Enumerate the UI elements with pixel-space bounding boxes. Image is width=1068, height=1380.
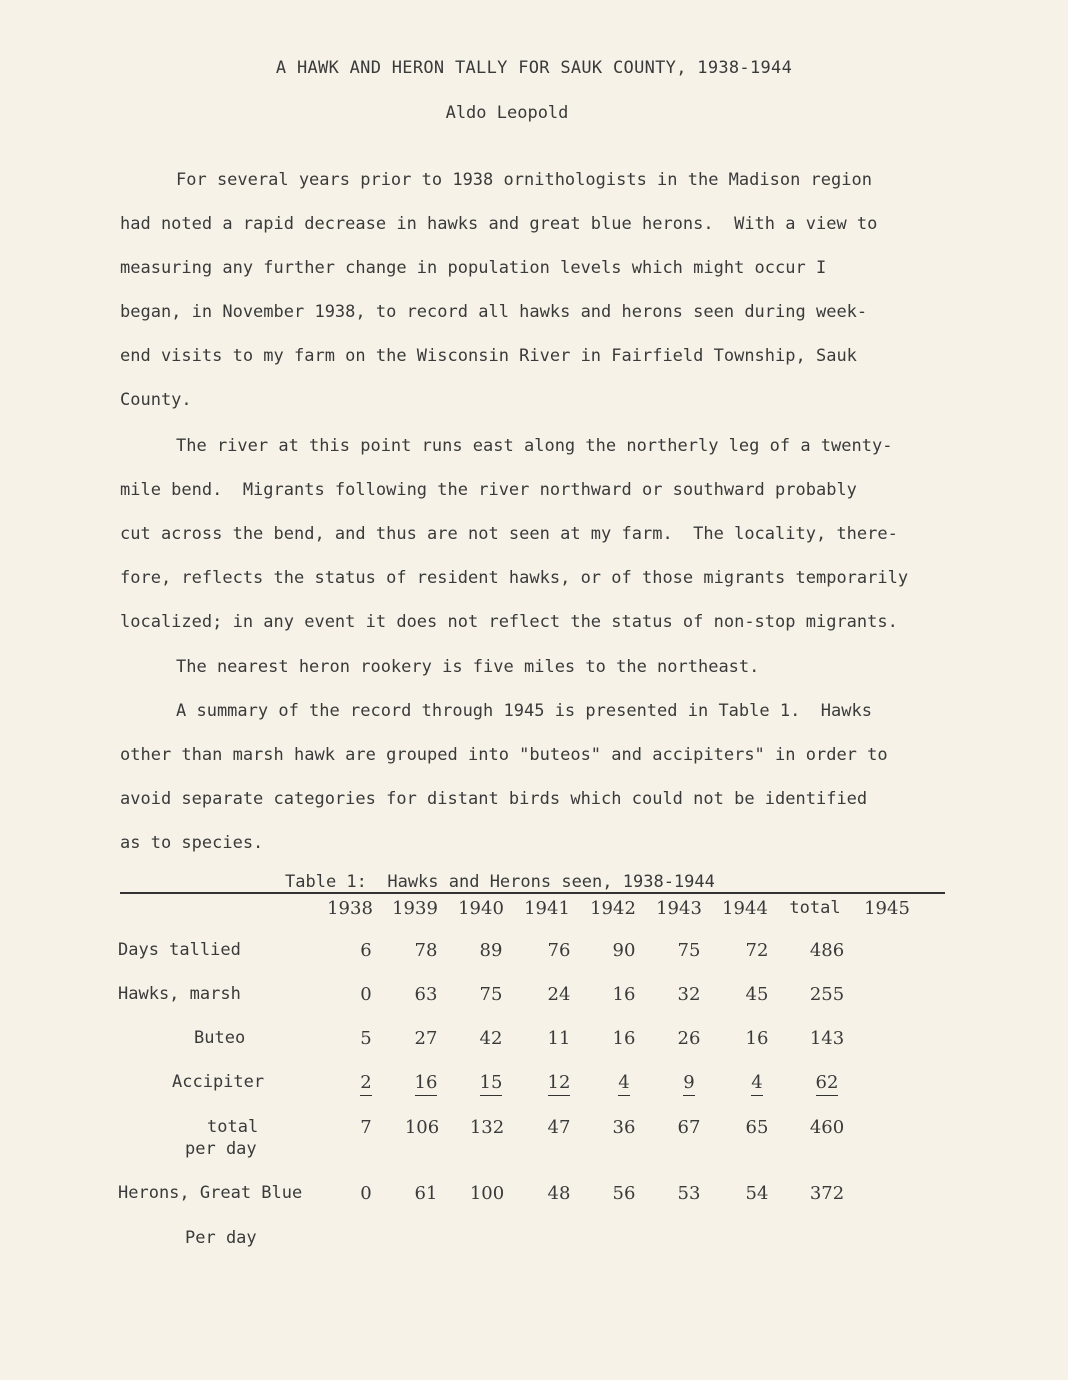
row-label-herons-per-day: Per day (185, 1228, 257, 1248)
row-label-per-day: per day (185, 1139, 257, 1159)
table-cell: 61 (414, 1183, 438, 1204)
table-cell: 63 (414, 984, 438, 1005)
table-cell: 27 (414, 1028, 438, 1049)
table-cell: 106 (404, 1117, 440, 1138)
paragraph-line: as to species. (120, 833, 264, 853)
paragraph-line: fore, reflects the status of resident hawks, or of those migrants temporarily (120, 568, 909, 588)
column-header-1940: 1940 (458, 898, 504, 919)
table-cell: 100 (469, 1183, 505, 1204)
table-cell: 76 (547, 940, 571, 961)
table-cell (394, 1072, 458, 1093)
table-cell: 75 (677, 940, 701, 961)
table-cell: 54 (745, 1183, 769, 1204)
table-cell: 65 (745, 1117, 769, 1138)
table-cell-value: 9 (683, 1072, 694, 1096)
table-cell-value: 4 (751, 1072, 762, 1096)
table-cell: 143 (809, 1028, 845, 1049)
row-label-hawks-marsh: Hawks, marsh (118, 984, 241, 1004)
table-cell: 90 (612, 940, 636, 961)
table-cell: 6 (360, 940, 372, 961)
paragraph-line: end visits to my farm on the Wisconsin River in Fairfield Township, Sauk (120, 346, 857, 366)
table-cell: 36 (612, 1117, 636, 1138)
document-author: Aldo Leopold (445, 103, 569, 123)
column-header-1938: 1938 (327, 898, 373, 919)
column-header-total: total (789, 898, 841, 918)
table-cell: 45 (745, 984, 769, 1005)
paragraph-line: County. (120, 390, 192, 410)
paragraph-line: mile bend. Migrants following the river northward or southward probably (120, 480, 857, 500)
table-cell-value: 16 (415, 1072, 438, 1096)
table-cell: 16 (612, 984, 636, 1005)
table-cell: 460 (809, 1117, 845, 1138)
paragraph-line: measuring any further change in population levels which might occur I (120, 258, 827, 278)
table-cell (795, 1072, 859, 1093)
row-label-total: total (207, 1117, 259, 1137)
paragraph-line: began, in November 1938, to record all hawks and herons seen during week- (120, 302, 868, 322)
table-cell: 16 (612, 1028, 636, 1049)
table-cell (527, 1072, 591, 1093)
table-top-rule (120, 892, 945, 894)
table-cell: 56 (612, 1183, 636, 1204)
paragraph-line: The river at this point runs east along the northerly leg of a twenty- (176, 436, 893, 456)
table-cell (459, 1072, 523, 1093)
column-header-1945: 1945 (864, 898, 910, 919)
table-cell: 72 (745, 940, 769, 961)
table-cell: 42 (479, 1028, 503, 1049)
table-cell: 255 (809, 984, 845, 1005)
paragraph-line: The nearest heron rookery is five miles to the northeast. (176, 657, 760, 677)
table-cell-value: 4 (618, 1072, 629, 1096)
table-cell: 7 (360, 1117, 372, 1138)
paragraph-line: cut across the bend, and thus are not seen at my farm. The locality, there- (120, 524, 898, 544)
table-cell: 11 (547, 1028, 571, 1049)
table-cell-value: 15 (480, 1072, 503, 1096)
paragraph-line: avoid separate categories for distant birds which could not be identified (120, 789, 868, 809)
column-header-1942: 1942 (590, 898, 636, 919)
table-cell: 486 (809, 940, 845, 961)
document-title: A HAWK AND HERON TALLY FOR SAUK COUNTY, 1938-1944 (275, 58, 793, 78)
table-cell: 78 (414, 940, 438, 961)
table-cell-value: 12 (548, 1072, 571, 1096)
row-label-accipiter: Accipiter (172, 1072, 265, 1092)
table-cell: 5 (360, 1028, 372, 1049)
table-cell: 53 (677, 1183, 701, 1204)
table-cell: 89 (479, 940, 503, 961)
table-cell (657, 1072, 721, 1093)
table-cell: 67 (677, 1117, 701, 1138)
table-cell: 48 (547, 1183, 571, 1204)
row-label-buteo: Buteo (194, 1028, 246, 1048)
table-cell: 75 (479, 984, 503, 1005)
row-label-herons-great-blue: Herons, Great Blue (118, 1183, 303, 1203)
table-cell: 132 (469, 1117, 505, 1138)
table-cell: 16 (745, 1028, 769, 1049)
table-cell: 0 (360, 984, 372, 1005)
table-caption: Table 1: Hawks and Herons seen, 1938-1944 (285, 872, 715, 892)
table-cell (592, 1072, 656, 1093)
paragraph-line: For several years prior to 1938 ornithologists in the Madison region (176, 170, 872, 190)
table-cell: 372 (809, 1183, 845, 1204)
table-cell (725, 1072, 789, 1093)
paragraph-line: other than marsh hawk are grouped into "buteos" and accipiters" in order to (120, 745, 888, 765)
column-header-1944: 1944 (722, 898, 768, 919)
paragraph-line: localized; in any event it does not reflect the status of non-stop migrants. (120, 612, 898, 632)
table-cell (334, 1072, 398, 1093)
table-cell: 32 (677, 984, 701, 1005)
table-cell-value: 62 (816, 1072, 839, 1096)
paragraph-line: A summary of the record through 1945 is presented in Table 1. Hawks (176, 701, 872, 721)
table-cell: 47 (547, 1117, 571, 1138)
column-header-1943: 1943 (656, 898, 702, 919)
paragraph-line: had noted a rapid decrease in hawks and great blue herons. With a view to (120, 214, 878, 234)
table-cell: 24 (547, 984, 571, 1005)
column-header-1941: 1941 (524, 898, 570, 919)
table-cell: 26 (677, 1028, 701, 1049)
table-cell: 0 (360, 1183, 372, 1204)
column-header-1939: 1939 (392, 898, 438, 919)
row-label-days-tallied: Days tallied (118, 940, 241, 960)
table-cell-value: 2 (360, 1072, 371, 1096)
